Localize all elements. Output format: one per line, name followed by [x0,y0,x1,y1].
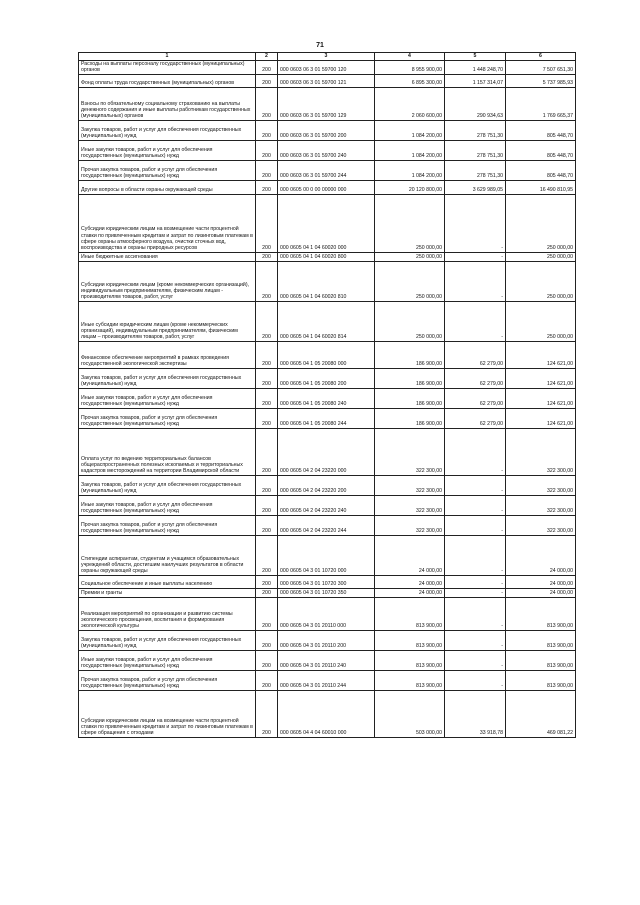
row-executed-amount: 290 934,63 [445,87,506,120]
row-name: Закупка товаров, работ и услуг для обеспечения государственных (муниципальных) нужд [79,368,256,388]
row-name: Иные закупки товаров, работ и услуг для обеспечения государственных (муниципальных) нужд [79,495,256,515]
row-name: Субсидии юридическим лицам на возмещение части процентной ставки по привлеченным кредитам и затрат по лизинговым платежам в сфере охраны атмосферного воздуха, очистки сточных вод, воспроизводства и охраны природных ресурсов [79,194,256,252]
row-executed-amount: - [445,588,506,597]
row-budget-code: 000 0603 06 3 01 59700 244 [278,160,375,180]
row-approved-amount: 24 000,00 [375,575,445,588]
row-unexecuted-amount: 250 000,00 [506,301,576,341]
row-unexecuted-amount: 24 000,00 [506,535,576,575]
row-approved-amount: 2 060 600,00 [375,87,445,120]
table-row [79,630,576,650]
row-budget-code: 000 0605 04 2 04 23220 240 [278,495,375,515]
row-name: Прочая закупка товаров, работ и услуг для обеспечения государственных (муниципальных) нужд [79,670,256,690]
table-row [79,588,576,597]
row-grbs-code: 200 [256,368,278,388]
row-grbs-code: 200 [256,388,278,408]
row-name: Премии и гранты [79,588,256,597]
row-budget-code: 000 0605 04 1 05 20080 240 [278,388,375,408]
row-approved-amount: 8 955 900,00 [375,61,445,75]
table-row [79,180,576,194]
row-unexecuted-amount: 1 769 665,37 [506,87,576,120]
table-row [79,650,576,670]
table-row [79,575,576,588]
row-grbs-code: 200 [256,252,278,261]
row-grbs-code: 200 [256,597,278,630]
row-name: Закупка товаров, работ и услуг для обеспечения государственных (муниципальных) нужд [79,630,256,650]
row-budget-code: 000 0603 06 3 01 59700 121 [278,74,375,87]
row-approved-amount: 813 900,00 [375,670,445,690]
row-executed-amount: - [445,515,506,535]
row-executed-amount: - [445,475,506,495]
row-executed-amount: 278 751,30 [445,160,506,180]
row-executed-amount: - [445,535,506,575]
row-approved-amount: 186 900,00 [375,368,445,388]
row-budget-code: 000 0605 04 4 04 60010 000 [278,690,375,737]
table-row [79,301,576,341]
row-approved-amount: 186 900,00 [375,341,445,368]
row-unexecuted-amount: 805 448,70 [506,120,576,140]
row-grbs-code: 200 [256,408,278,428]
row-approved-amount: 24 000,00 [375,588,445,597]
row-budget-code: 000 0603 06 3 01 59700 120 [278,61,375,75]
table-row [79,368,576,388]
row-approved-amount: 250 000,00 [375,301,445,341]
row-executed-amount: 62 279,00 [445,408,506,428]
row-name: Закупка товаров, работ и услуг для обеспечения государственных (муниципальных) нужд [79,120,256,140]
row-grbs-code: 200 [256,535,278,575]
column-header: 6 [506,53,576,61]
row-grbs-code: 200 [256,515,278,535]
row-executed-amount: - [445,261,506,301]
row-approved-amount: 813 900,00 [375,597,445,630]
table-row [79,74,576,87]
row-executed-amount: - [445,252,506,261]
row-name: Прочая закупка товаров, работ и услуг для обеспечения государственных (муниципальных) нужд [79,515,256,535]
row-executed-amount: - [445,597,506,630]
column-header: 2 [256,53,278,61]
table-row [79,261,576,301]
row-grbs-code: 200 [256,588,278,597]
row-name: Финансовое обеспечение мероприятий в рамках проведения государственной экологической экспертизы [79,341,256,368]
row-approved-amount: 322 300,00 [375,495,445,515]
row-unexecuted-amount: 250 000,00 [506,261,576,301]
table-row [79,61,576,75]
row-unexecuted-amount: 813 900,00 [506,597,576,630]
row-name: Прочая закупка товаров, работ и услуг для обеспечения государственных (муниципальных) нужд [79,160,256,180]
row-executed-amount: 1 157 314,07 [445,74,506,87]
row-budget-code: 000 0605 04 3 01 20110 000 [278,597,375,630]
row-approved-amount: 250 000,00 [375,194,445,252]
row-grbs-code: 200 [256,261,278,301]
row-approved-amount: 1 084 200,00 [375,140,445,160]
row-name: Прочая закупка товаров, работ и услуг для обеспечения государственных (муниципальных) нужд [79,408,256,428]
row-unexecuted-amount: 250 000,00 [506,194,576,252]
row-name: Оплата услуг по ведению территориальных балансов общераспространенных полезных ископаемых и территориальных кадастров месторождений на территории Владимирской области [79,428,256,475]
row-executed-amount: 62 279,00 [445,341,506,368]
row-executed-amount: 1 448 248,70 [445,61,506,75]
row-unexecuted-amount: 805 448,70 [506,140,576,160]
row-unexecuted-amount: 322 300,00 [506,495,576,515]
row-executed-amount: 278 751,30 [445,140,506,160]
row-budget-code: 000 0605 04 1 04 60020 814 [278,301,375,341]
row-approved-amount: 186 900,00 [375,388,445,408]
row-name: Субсидии юридическим лицам на возмещение части процентной ставки по привлеченным кредитам и затрат по лизинговым платежам в сфере обращения с отходами [79,690,256,737]
row-executed-amount: - [445,670,506,690]
row-name: Иные субсидии юридическим лицам (кроме некоммерческих организаций), индивидуальным предпринимателям, физическим лицам – производителям товаров, работ, услуг [79,301,256,341]
table-row [79,515,576,535]
row-budget-code: 000 0605 04 1 05 20080 244 [278,408,375,428]
row-grbs-code: 200 [256,495,278,515]
table-row [79,341,576,368]
row-executed-amount: 278 751,30 [445,120,506,140]
row-grbs-code: 200 [256,120,278,140]
row-budget-code: 000 0603 06 3 01 59700 200 [278,120,375,140]
page-number: 71 [316,42,324,49]
row-grbs-code: 200 [256,650,278,670]
row-executed-amount: 62 279,00 [445,388,506,408]
table-row [79,597,576,630]
row-budget-code: 000 0605 04 3 01 20110 244 [278,670,375,690]
row-grbs-code: 200 [256,61,278,75]
row-budget-code: 000 0605 04 2 04 23220 244 [278,515,375,535]
row-name: Иные закупки товаров, работ и услуг для обеспечения государственных (муниципальных) нужд [79,388,256,408]
row-unexecuted-amount: 124 621,00 [506,408,576,428]
row-unexecuted-amount: 469 081,22 [506,690,576,737]
row-budget-code: 000 0605 04 3 01 20110 200 [278,630,375,650]
row-approved-amount: 186 900,00 [375,408,445,428]
row-approved-amount: 503 000,00 [375,690,445,737]
row-budget-code: 000 0603 06 3 01 59700 129 [278,87,375,120]
row-grbs-code: 200 [256,74,278,87]
row-unexecuted-amount: 24 000,00 [506,575,576,588]
row-approved-amount: 1 084 200,00 [375,120,445,140]
table-row [79,388,576,408]
row-name: Социальное обеспечение и иные выплаты населению [79,575,256,588]
row-unexecuted-amount: 805 448,70 [506,160,576,180]
budget-execution-table [78,52,576,738]
row-budget-code: 000 0605 04 3 01 10720 000 [278,535,375,575]
table-row [79,160,576,180]
column-header: 5 [445,53,506,61]
row-name: Взносы по обязательному социальному страхованию на выплаты денежного содержания и иные выплаты работникам государственных (муниципальных) органов [79,87,256,120]
row-grbs-code: 200 [256,180,278,194]
row-grbs-code: 200 [256,194,278,252]
row-unexecuted-amount: 124 621,00 [506,368,576,388]
row-name: Субсидии юридическим лицам (кроме некоммерческих организаций), индивидуальным предпринимателям, физическим лицам - производителям товаров, работ, услуг [79,261,256,301]
row-unexecuted-amount: 322 300,00 [506,475,576,495]
row-unexecuted-amount: 124 621,00 [506,388,576,408]
row-unexecuted-amount: 813 900,00 [506,670,576,690]
row-budget-code: 000 0605 00 0 00 00000 000 [278,180,375,194]
table-row [79,535,576,575]
row-name: Иные закупки товаров, работ и услуг для обеспечения государственных (муниципальных) нужд [79,140,256,160]
row-approved-amount: 322 300,00 [375,475,445,495]
row-executed-amount: - [445,575,506,588]
row-unexecuted-amount: 322 300,00 [506,428,576,475]
row-unexecuted-amount: 813 900,00 [506,630,576,650]
row-grbs-code: 200 [256,301,278,341]
row-grbs-code: 200 [256,475,278,495]
row-executed-amount: - [445,650,506,670]
row-grbs-code: 200 [256,160,278,180]
row-budget-code: 000 0605 04 1 05 20080 000 [278,341,375,368]
column-header: 3 [278,53,375,61]
row-executed-amount: 33 918,78 [445,690,506,737]
row-approved-amount: 250 000,00 [375,261,445,301]
column-header: 4 [375,53,445,61]
row-executed-amount: - [445,194,506,252]
row-grbs-code: 200 [256,428,278,475]
table-row [79,408,576,428]
row-approved-amount: 20 120 800,00 [375,180,445,194]
row-approved-amount: 24 000,00 [375,535,445,575]
row-executed-amount: - [445,495,506,515]
row-executed-amount: - [445,428,506,475]
row-unexecuted-amount: 16 490 810,95 [506,180,576,194]
row-unexecuted-amount: 124 621,00 [506,341,576,368]
table-row [79,495,576,515]
row-approved-amount: 1 084 200,00 [375,160,445,180]
row-budget-code: 000 0605 04 1 04 60020 810 [278,261,375,301]
row-budget-code: 000 0605 04 1 05 20080 200 [278,368,375,388]
row-name: Иные бюджетные ассигнования [79,252,256,261]
row-budget-code: 000 0605 04 2 04 23220 000 [278,428,375,475]
row-grbs-code: 200 [256,87,278,120]
row-budget-code: 000 0605 04 2 04 23220 200 [278,475,375,495]
table-row [79,475,576,495]
row-grbs-code: 200 [256,140,278,160]
row-approved-amount: 813 900,00 [375,650,445,670]
row-name: Закупка товаров, работ и услуг для обеспечения государственных (муниципальных) нужд [79,475,256,495]
row-name: Стипендии аспирантам, студентам и учащимся образовательных учреждений области, достигшим наилучших результатов в области охраны окружающей среды [79,535,256,575]
row-name: Фонд оплаты труда государственных (муниципальных) органов [79,74,256,87]
row-grbs-code: 200 [256,670,278,690]
row-unexecuted-amount: 24 000,00 [506,588,576,597]
row-executed-amount: - [445,630,506,650]
row-name: Расходы на выплаты персоналу государственных (муниципальных) органов [79,61,256,75]
row-executed-amount: 3 629 989,05 [445,180,506,194]
row-unexecuted-amount: 813 900,00 [506,650,576,670]
table-row [79,670,576,690]
row-executed-amount: - [445,301,506,341]
row-approved-amount: 322 300,00 [375,515,445,535]
row-approved-amount: 813 900,00 [375,630,445,650]
row-grbs-code: 200 [256,341,278,368]
row-budget-code: 000 0605 04 3 01 10720 350 [278,588,375,597]
row-budget-code: 000 0605 04 3 01 20110 240 [278,650,375,670]
row-unexecuted-amount: 322 300,00 [506,515,576,535]
row-unexecuted-amount: 7 507 651,30 [506,61,576,75]
row-grbs-code: 200 [256,575,278,588]
row-budget-code: 000 0603 06 3 01 59700 240 [278,140,375,160]
table-row [79,428,576,475]
row-budget-code: 000 0605 04 1 04 60020 800 [278,252,375,261]
row-grbs-code: 200 [256,630,278,650]
row-unexecuted-amount: 5 737 985,93 [506,74,576,87]
row-executed-amount: 62 279,00 [445,368,506,388]
table-row [79,120,576,140]
table-row [79,252,576,261]
row-unexecuted-amount: 250 000,00 [506,252,576,261]
row-name: Реализация мероприятий по организации и развитию системы экологического просвещения, воспитания и формирования экологической культуры [79,597,256,630]
column-header: 1 [79,53,256,61]
table-row [79,140,576,160]
table-row [79,87,576,120]
row-name: Другие вопросы в области охраны окружающей среды [79,180,256,194]
row-approved-amount: 6 895 300,00 [375,74,445,87]
table-row [79,194,576,252]
row-budget-code: 000 0605 04 1 04 60020 000 [278,194,375,252]
row-grbs-code: 200 [256,690,278,737]
row-name: Иные закупки товаров, работ и услуг для обеспечения государственных (муниципальных) нужд [79,650,256,670]
row-budget-code: 000 0605 04 3 01 10720 300 [278,575,375,588]
table-row [79,690,576,737]
row-approved-amount: 250 000,00 [375,252,445,261]
row-approved-amount: 322 300,00 [375,428,445,475]
table-header-row [79,53,576,61]
